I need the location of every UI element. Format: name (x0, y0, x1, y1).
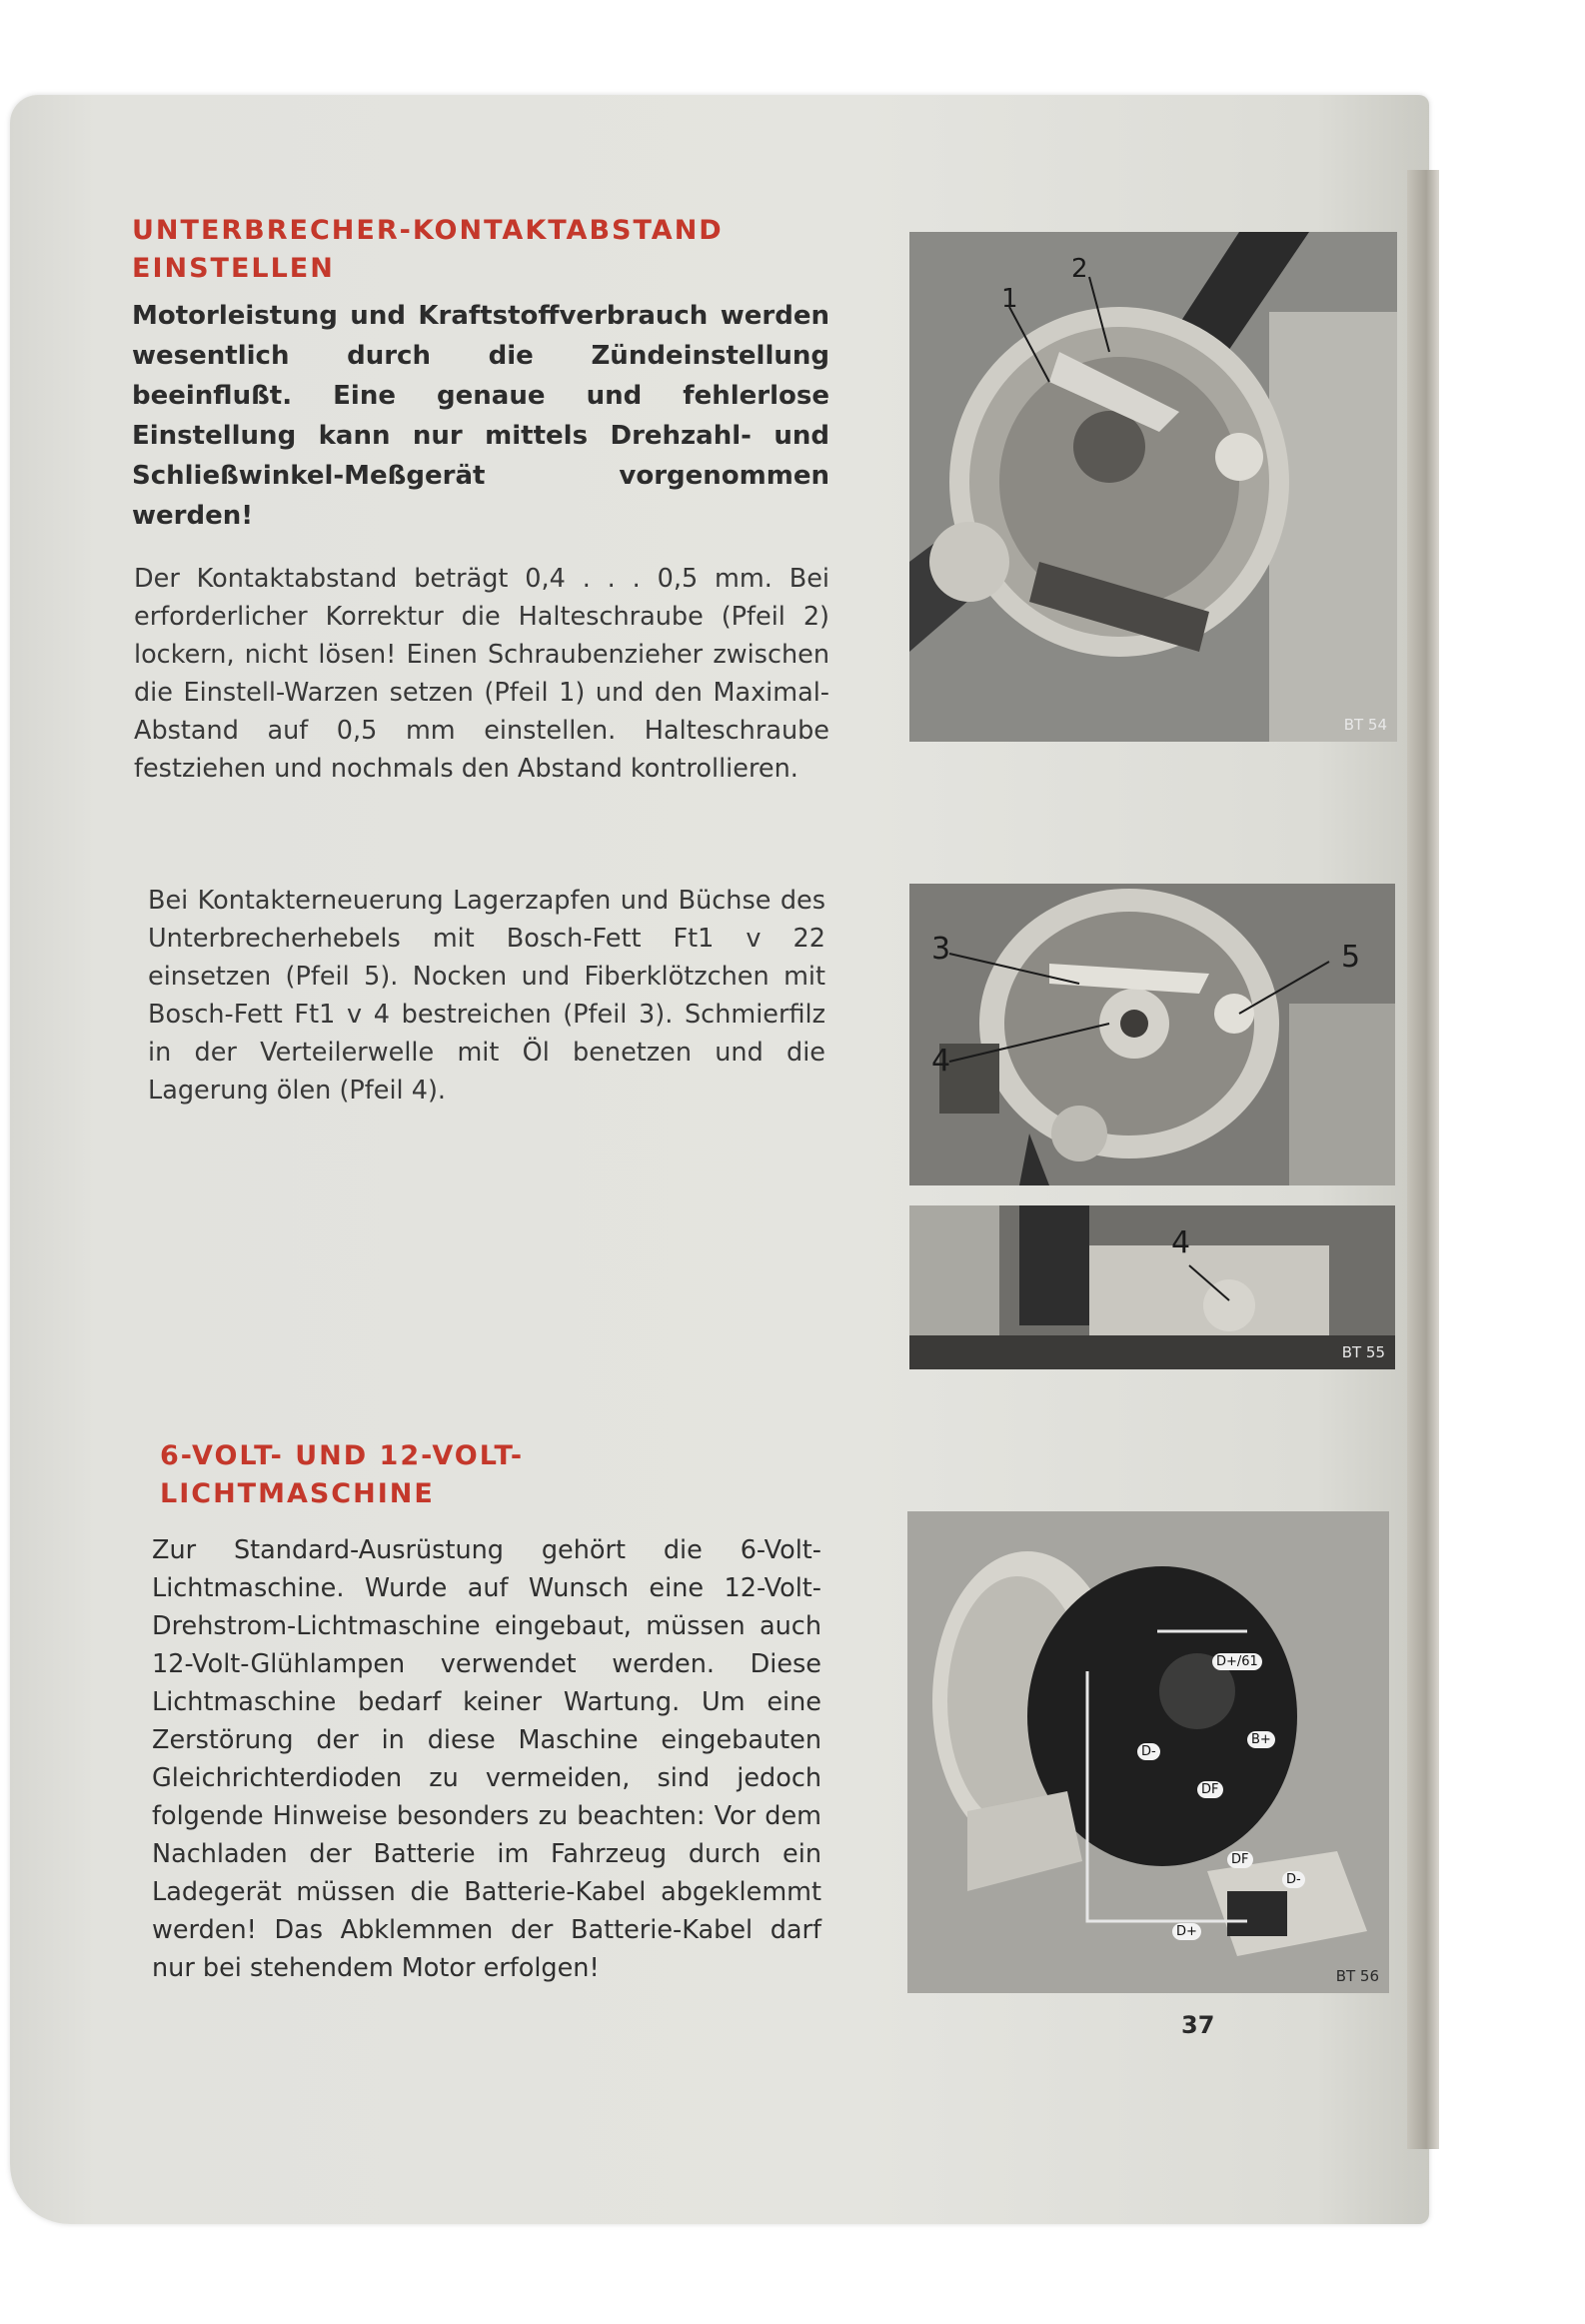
heading-line: UNTERBRECHER-KONTAKTABSTAND (132, 215, 724, 246)
terminal-label-b-plus: B+ (1247, 1731, 1275, 1748)
paragraph-lubrication: Bei Kontakterneuerung Lagerzapfen und Büchse des Unterbrecherhebels mit Bosch-Fett Ft1 v 22 einsetzen (Pfeil 5). Nocken und Fiberklötzchen mit Bosch-Fett Ft1 v 4 bestreichen (Pfeil 3). Schmierfilz in der Verteilerwelle mit Öl benetzen und die Lagerung ölen (Pfeil 4). (148, 886, 825, 1106)
callout-4-side: 4 (1171, 1225, 1191, 1260)
terminal-label-d-minus-regulator: D- (1282, 1871, 1305, 1888)
callout-2: 2 (1071, 254, 1088, 284)
callout-5: 5 (1341, 940, 1361, 975)
book-spine (1407, 170, 1439, 2149)
terminal-label-d-plus: D+ (1172, 1923, 1201, 1940)
paragraph-alternator: Zur Standard-Ausrüstung gehört die 6-Volt-Lichtmaschine. Wurde auf Wunsch eine 12-Volt-Drehstrom-Lichtmaschine eingebaut, müssen auch 12-Volt-Glühlampen verwendet werden. Diese Lichtmaschine bedarf keiner Wartung. Um eine Zerstörung der in diese Maschine eingebauten Gleichrichterdioden zu vermeiden, sind jedoch folgende Hinweise besonders zu beachten: Vor dem Nachladen der Batterie im Fahrzeug durch ein Ladegerät müssen die Batterie-Kabel abgeklemmt werden! Das Abklemmen der Batterie-Kabel darf nur bei stehendem Motor erfolgen! (152, 1535, 821, 1983)
photo-distributor-bt54 (909, 232, 1397, 742)
page-number: 37 (1181, 2011, 1215, 2039)
heading-line: LICHTMASCHINE (160, 1478, 435, 1509)
lead-paragraph: Motorleistung und Kraftstoffverbrauch werden wesentlich durch die Zündeinstellung beeinflußt. Eine genaue und fehlerlose Einstellung kann nur mittels Drehzahl- und Schließwinkel-Meßgerät vorgenommen werden! (132, 301, 829, 531)
terminal-label-d-minus: D- (1137, 1743, 1160, 1760)
section-heading-alternator (160, 1437, 524, 1513)
figure-code-bt54: BT 54 (1343, 716, 1387, 734)
callout-3: 3 (931, 932, 951, 967)
heading-line: EINSTELLEN (132, 253, 335, 284)
photo-distributor-open-bt55 (909, 884, 1395, 1185)
terminal-label-df-regulator: DF (1227, 1851, 1253, 1868)
callout-1: 1 (1001, 284, 1018, 314)
paragraph-contact-gap: Der Kontaktabstand beträgt 0,4 . . . 0,5 mm. Bei erforderlicher Korrektur die Halteschraube (Pfeil 2) lockern, nicht lösen! Einen Schraubenzieher zwischen die Einstell-Warzen setzen (Pfeil 1) und den Maximal-Abstand auf 0,5 mm einstellen. Halteschraube festziehen und nochmals den Abstand kontrollieren. (134, 564, 829, 784)
terminal-label-df: DF (1197, 1781, 1223, 1798)
figure-code-bt55: BT 55 (1341, 1343, 1385, 1361)
section-heading-contact-gap (132, 212, 724, 288)
callout-4: 4 (931, 1044, 951, 1079)
photo-distributor-side-bt55 (909, 1205, 1395, 1369)
terminal-label-d-plus-61: D+/61 (1212, 1653, 1262, 1670)
heading-line: 6-VOLT- UND 12-VOLT- (160, 1440, 525, 1471)
photo-alternator-bt56 (907, 1511, 1389, 1993)
figure-code-bt56: BT 56 (1335, 1967, 1379, 1985)
